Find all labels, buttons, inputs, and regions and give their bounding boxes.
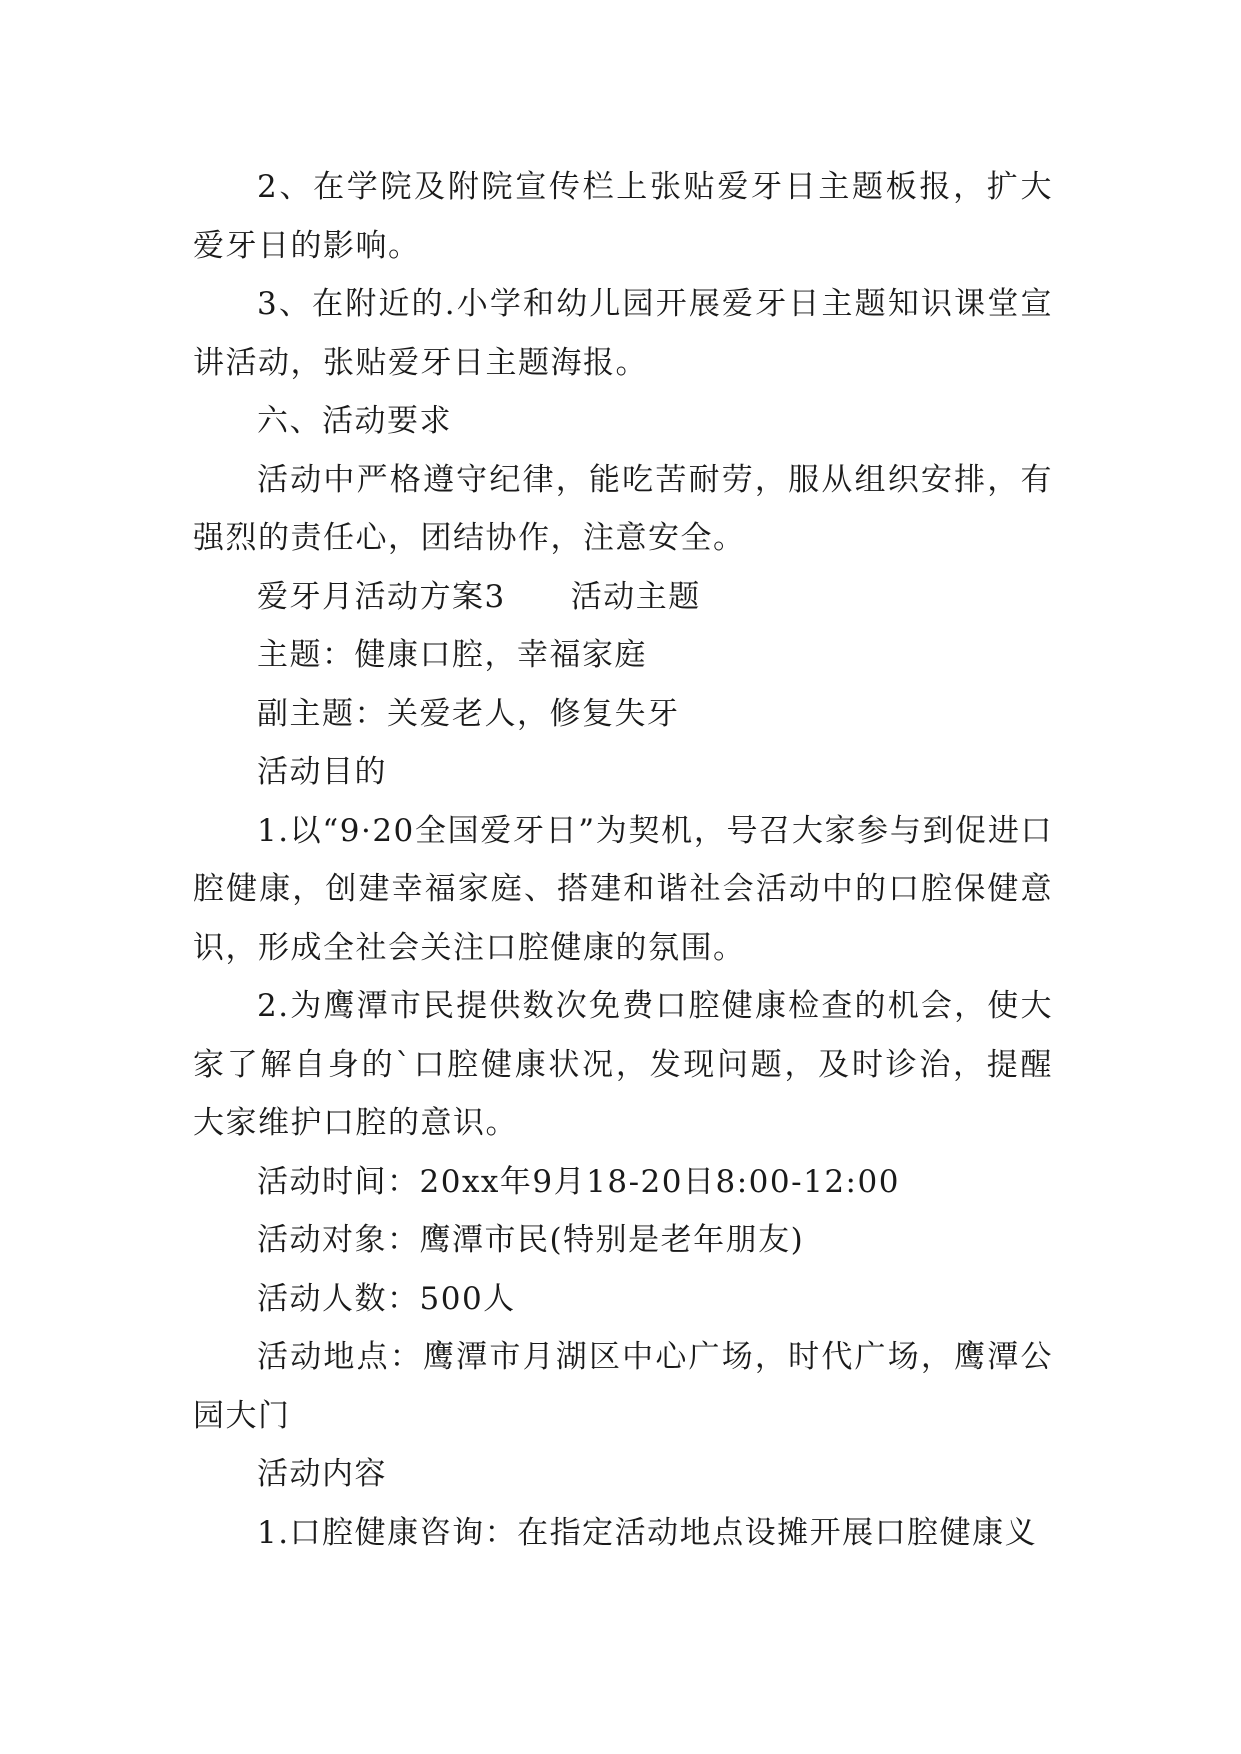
paragraph-activity-location: 活动地点：鹰潭市月湖区中心广场，时代广场，鹰潭公园大门: [193, 1339, 1053, 1434]
paragraph-activity-time: 活动时间：20xx年9月18-20日8:00-12:00: [257, 1163, 900, 1200]
paragraph-purpose-1: 1.以“9·20全国爱牙日”为契机，号召大家参与到促进口腔健康，创建幸福家庭、搭建和谐社会活动中的口腔保健意识，形成全社会关注口腔健康的氛围。: [193, 812, 1053, 966]
paragraph-publicity-board: 2、在学院及附院宣传栏上张贴爱牙日主题板报，扩大爱牙日的影响。: [193, 169, 1053, 264]
paragraph-school-lecture: 3、在附近的.小学和幼儿园开展爱牙日主题知识课堂宣讲活动，张贴爱牙日主题海报。: [193, 286, 1053, 381]
paragraph-content-1: 1.口腔健康咨询：在指定活动地点设摊开展口腔健康义: [257, 1514, 1038, 1551]
heading-plan-3-theme: 爱牙月活动方案3 活动主题: [257, 578, 701, 615]
heading-activity-purpose: 活动目的: [257, 754, 387, 790]
paragraph-requirements: 活动中严格遵守纪律，能吃苦耐劳，服从组织安排，有强烈的责任心，团结协作，注意安全。: [193, 461, 1053, 556]
heading-activity-content: 活动内容: [257, 1456, 387, 1492]
paragraph-activity-audience: 活动对象：鹰潭市民(特别是老年朋友): [257, 1222, 805, 1258]
paragraph-theme: 主题：健康口腔，幸福家庭: [257, 637, 647, 673]
paragraph-activity-headcount: 活动人数：500人: [257, 1280, 516, 1317]
paragraph-purpose-2: 2.为鹰潭市民提供数次免费口腔健康检查的机会，使大家了解自身的`口腔健康状况，发现问题，及时诊治，提醒大家维护口腔的意识。: [193, 988, 1053, 1141]
paragraph-subtheme: 副主题：关爱老人，修复失牙: [257, 695, 680, 732]
heading-activity-requirements: 六、活动要求: [257, 403, 452, 439]
document-body: [193, 158, 1053, 1562]
